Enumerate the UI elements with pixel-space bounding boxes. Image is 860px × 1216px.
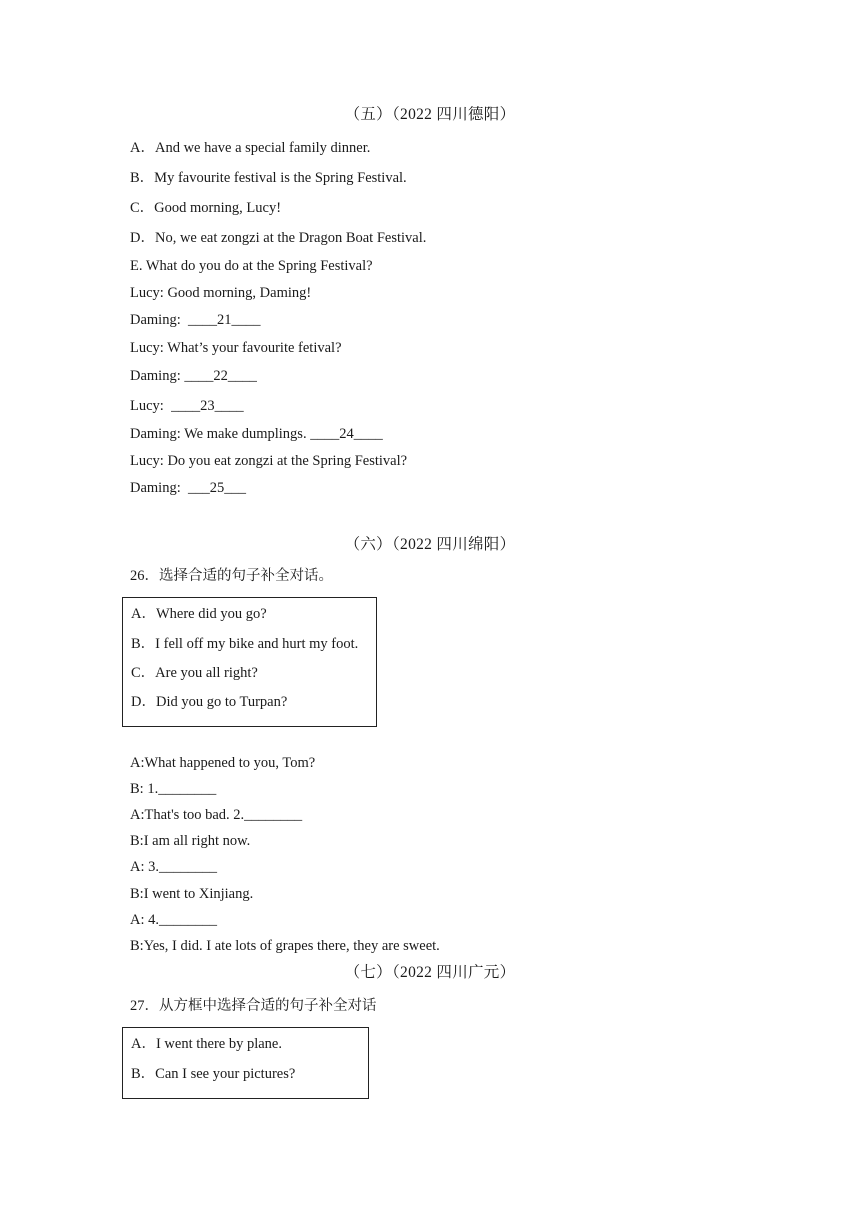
box-option-a: A．Where did you go? (131, 606, 267, 622)
dialogue-line: A:What happened to you, Tom? (130, 755, 316, 771)
section-7-heading: （七）（2022 四川广元） (344, 964, 516, 981)
dialogue-line: Lucy: Do you eat zongzi at the Spring Festival? (130, 453, 408, 469)
options-box (122, 1027, 369, 1099)
question-26: 26．选择合适的句子补全对话。 (130, 568, 333, 584)
option-b: B．My favourite festival is the Spring Festival. (130, 170, 407, 186)
option-d: D．No, we eat zongzi at the Dragon Boat Festival. (130, 230, 427, 246)
option-c: C．Good morning, Lucy! (130, 200, 282, 216)
dialogue-line: Lucy: Good morning, Daming! (130, 285, 312, 301)
dialogue-line: B:I am all right now. (130, 833, 251, 849)
options-box (122, 597, 377, 727)
dialogue-line: B:I went to Xinjiang. (130, 886, 254, 902)
dialogue-line: A: 3.________ (130, 859, 217, 875)
dialogue-line: B:Yes, I did. I ate lots of grapes there, they are sweet. (130, 938, 440, 954)
option-e: E. What do you do at the Spring Festival? (130, 258, 373, 274)
dialogue-line: B: 1.________ (130, 781, 217, 797)
dialogue-line: Daming: ____22____ (130, 368, 257, 384)
box-option-b: B．I fell off my bike and hurt my foot. (131, 636, 359, 652)
option-a: A．And we have a special family dinner. (130, 140, 371, 156)
question-27: 27．从方框中选择合适的句子补全对话 (130, 998, 377, 1014)
section-6-heading: （六）（2022 四川绵阳） (344, 536, 516, 553)
section-5-heading: （五）（2022 四川德阳） (344, 106, 516, 123)
box-option-c: C．Are you all right? (131, 665, 258, 681)
box-option-d: D．Did you go to Turpan? (131, 694, 288, 710)
box-option-b: B．Can I see your pictures? (131, 1066, 296, 1082)
dialogue-line: Lucy: What’s your favourite fetival? (130, 340, 342, 356)
dialogue-line: A:That's too bad. 2.________ (130, 807, 303, 823)
dialogue-line: Daming: We make dumplings. ____24____ (130, 426, 383, 442)
box-option-a: A．I went there by plane. (131, 1036, 282, 1052)
dialogue-line: Daming: ___25___ (130, 480, 246, 496)
dialogue-line: Lucy: ____23____ (130, 398, 244, 414)
dialogue-line: Daming: ____21____ (130, 312, 261, 328)
dialogue-line: A: 4.________ (130, 912, 217, 928)
